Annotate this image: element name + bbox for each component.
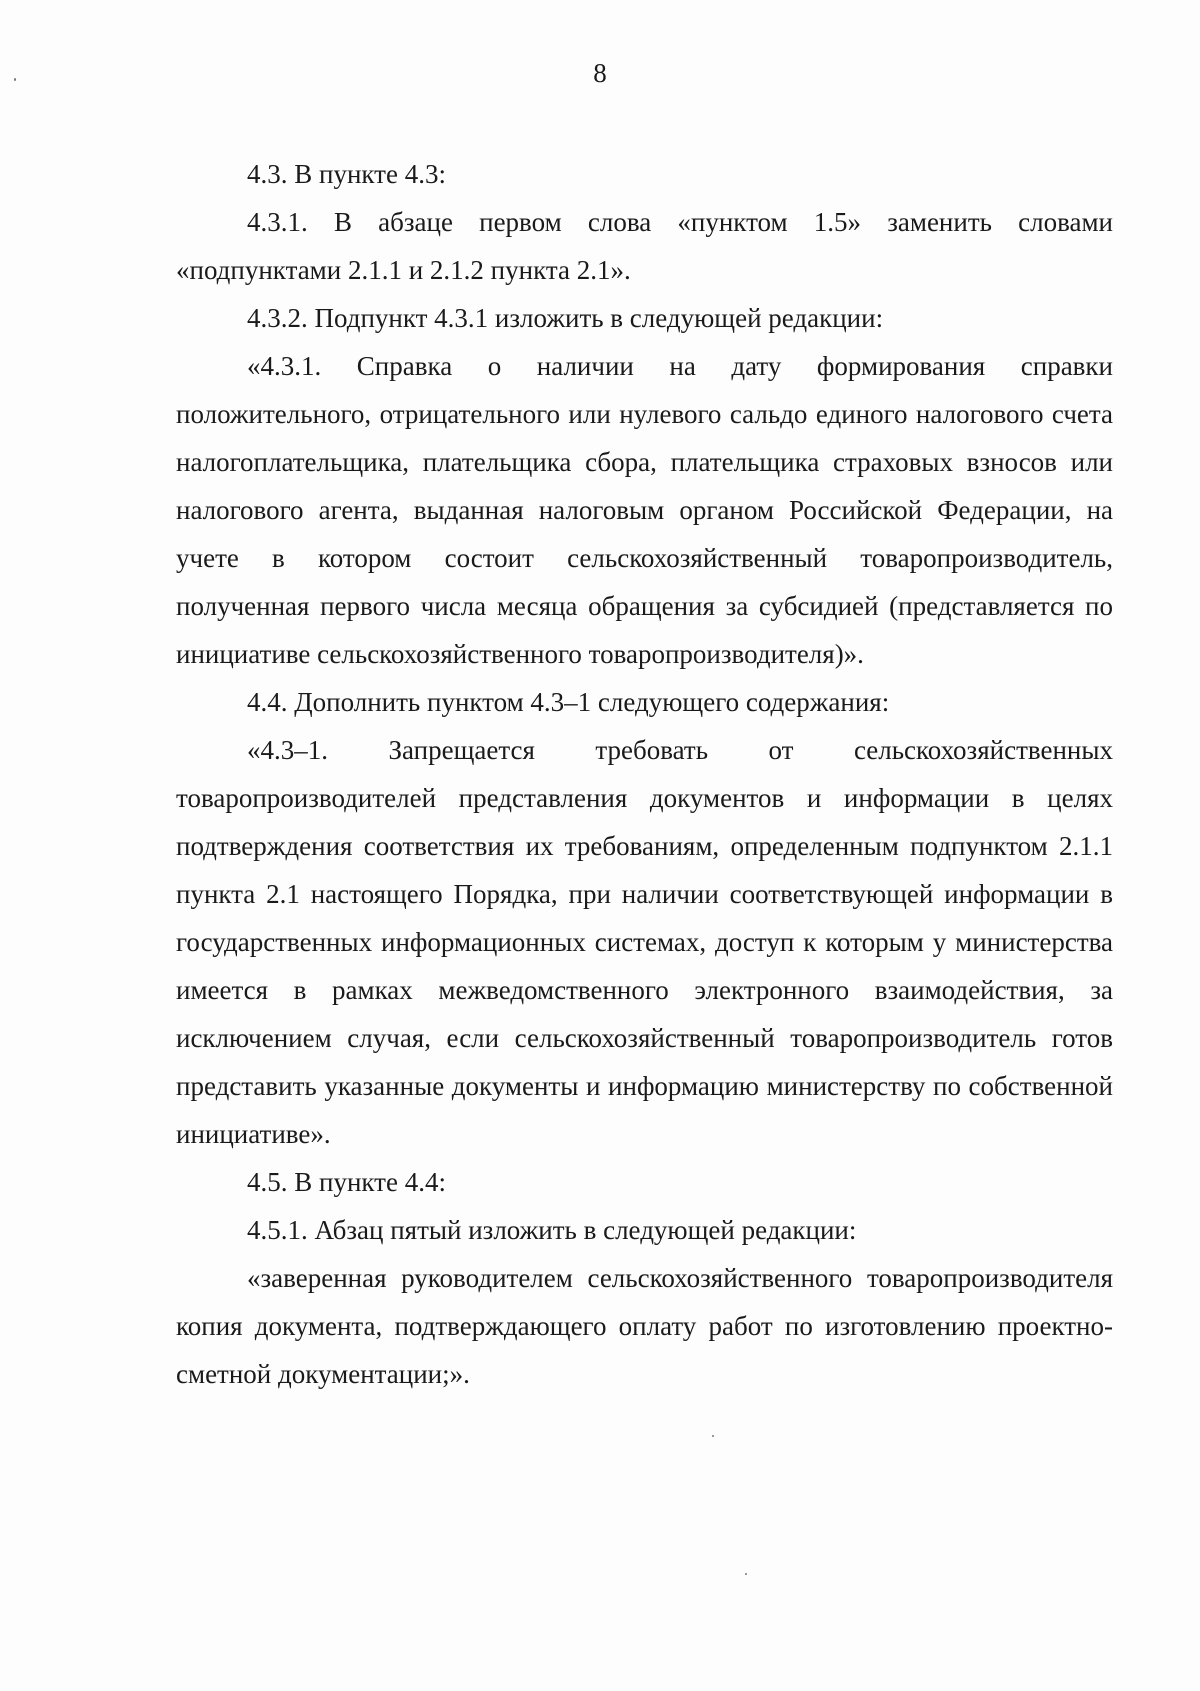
scan-speck bbox=[745, 1573, 747, 1575]
paragraph-4-5-1: 4.5.1. Абзац пятый изложить в следующей редакции: bbox=[247, 1215, 857, 1245]
paragraph-quote-4-3-1: «4.3.1. Справка о наличии на дату формирования справки положительного, отрицательного или нулевого сальдо единого налогового счета налогоплательщика, плательщика сбора, плательщика страховых взносов или налогового агента, выданная налоговым органом Российской Федерации, на учете в котором состоит сельскохозяйственный товаропроизводитель, полученная первого числа месяца обращения за субсидией (представляется по инициативе сельскохозяйственного товаропроизводителя)». bbox=[176, 351, 1113, 669]
paragraph-4-5: 4.5. В пункте 4.4: bbox=[247, 1167, 446, 1197]
paragraph-4-3-1: 4.3.1. В абзаце первом слова «пунктом 1.5» заменить словами «подпунктами 2.1.1 и 2.1.2 пункта 2.1». bbox=[176, 207, 1113, 285]
paragraph-4-3-2: 4.3.2. Подпункт 4.3.1 изложить в следующей редакции: bbox=[247, 303, 884, 333]
page-number: 8 bbox=[593, 58, 607, 88]
scan-speck bbox=[14, 78, 16, 81]
paragraph-4-3: 4.3. В пункте 4.3: bbox=[247, 159, 446, 189]
paragraph-4-4: 4.4. Дополнить пунктом 4.3–1 следующего содержания: bbox=[247, 687, 890, 717]
document-body bbox=[176, 150, 1113, 1398]
paragraph-quote-abzac-5: «заверенная руководителем сельскохозяйственного товаропроизводителя копия документа, подтверждающего оплату работ по изготовлению проектно-сметной документации;». bbox=[176, 1263, 1113, 1389]
scan-speck bbox=[712, 1435, 714, 1437]
paragraph-quote-4-3-1-dash: «4.3–1. Запрещается требовать от сельскохозяйственных товаропроизводителей представления документов и информации в целях подтверждения соответствия их требованиям, определенным подпунктом 2.1.1 пункта 2.1 настоящего Порядка, при наличии соответствующей информации в государственных информационных системах, доступ к которым у министерства имеется в рамках межведомственного электронного взаимодействия, за исключением случая, если сельскохозяйственный товаропроизводитель готов представить указанные документы и информацию министерству по собственной инициативе». bbox=[176, 735, 1113, 1149]
